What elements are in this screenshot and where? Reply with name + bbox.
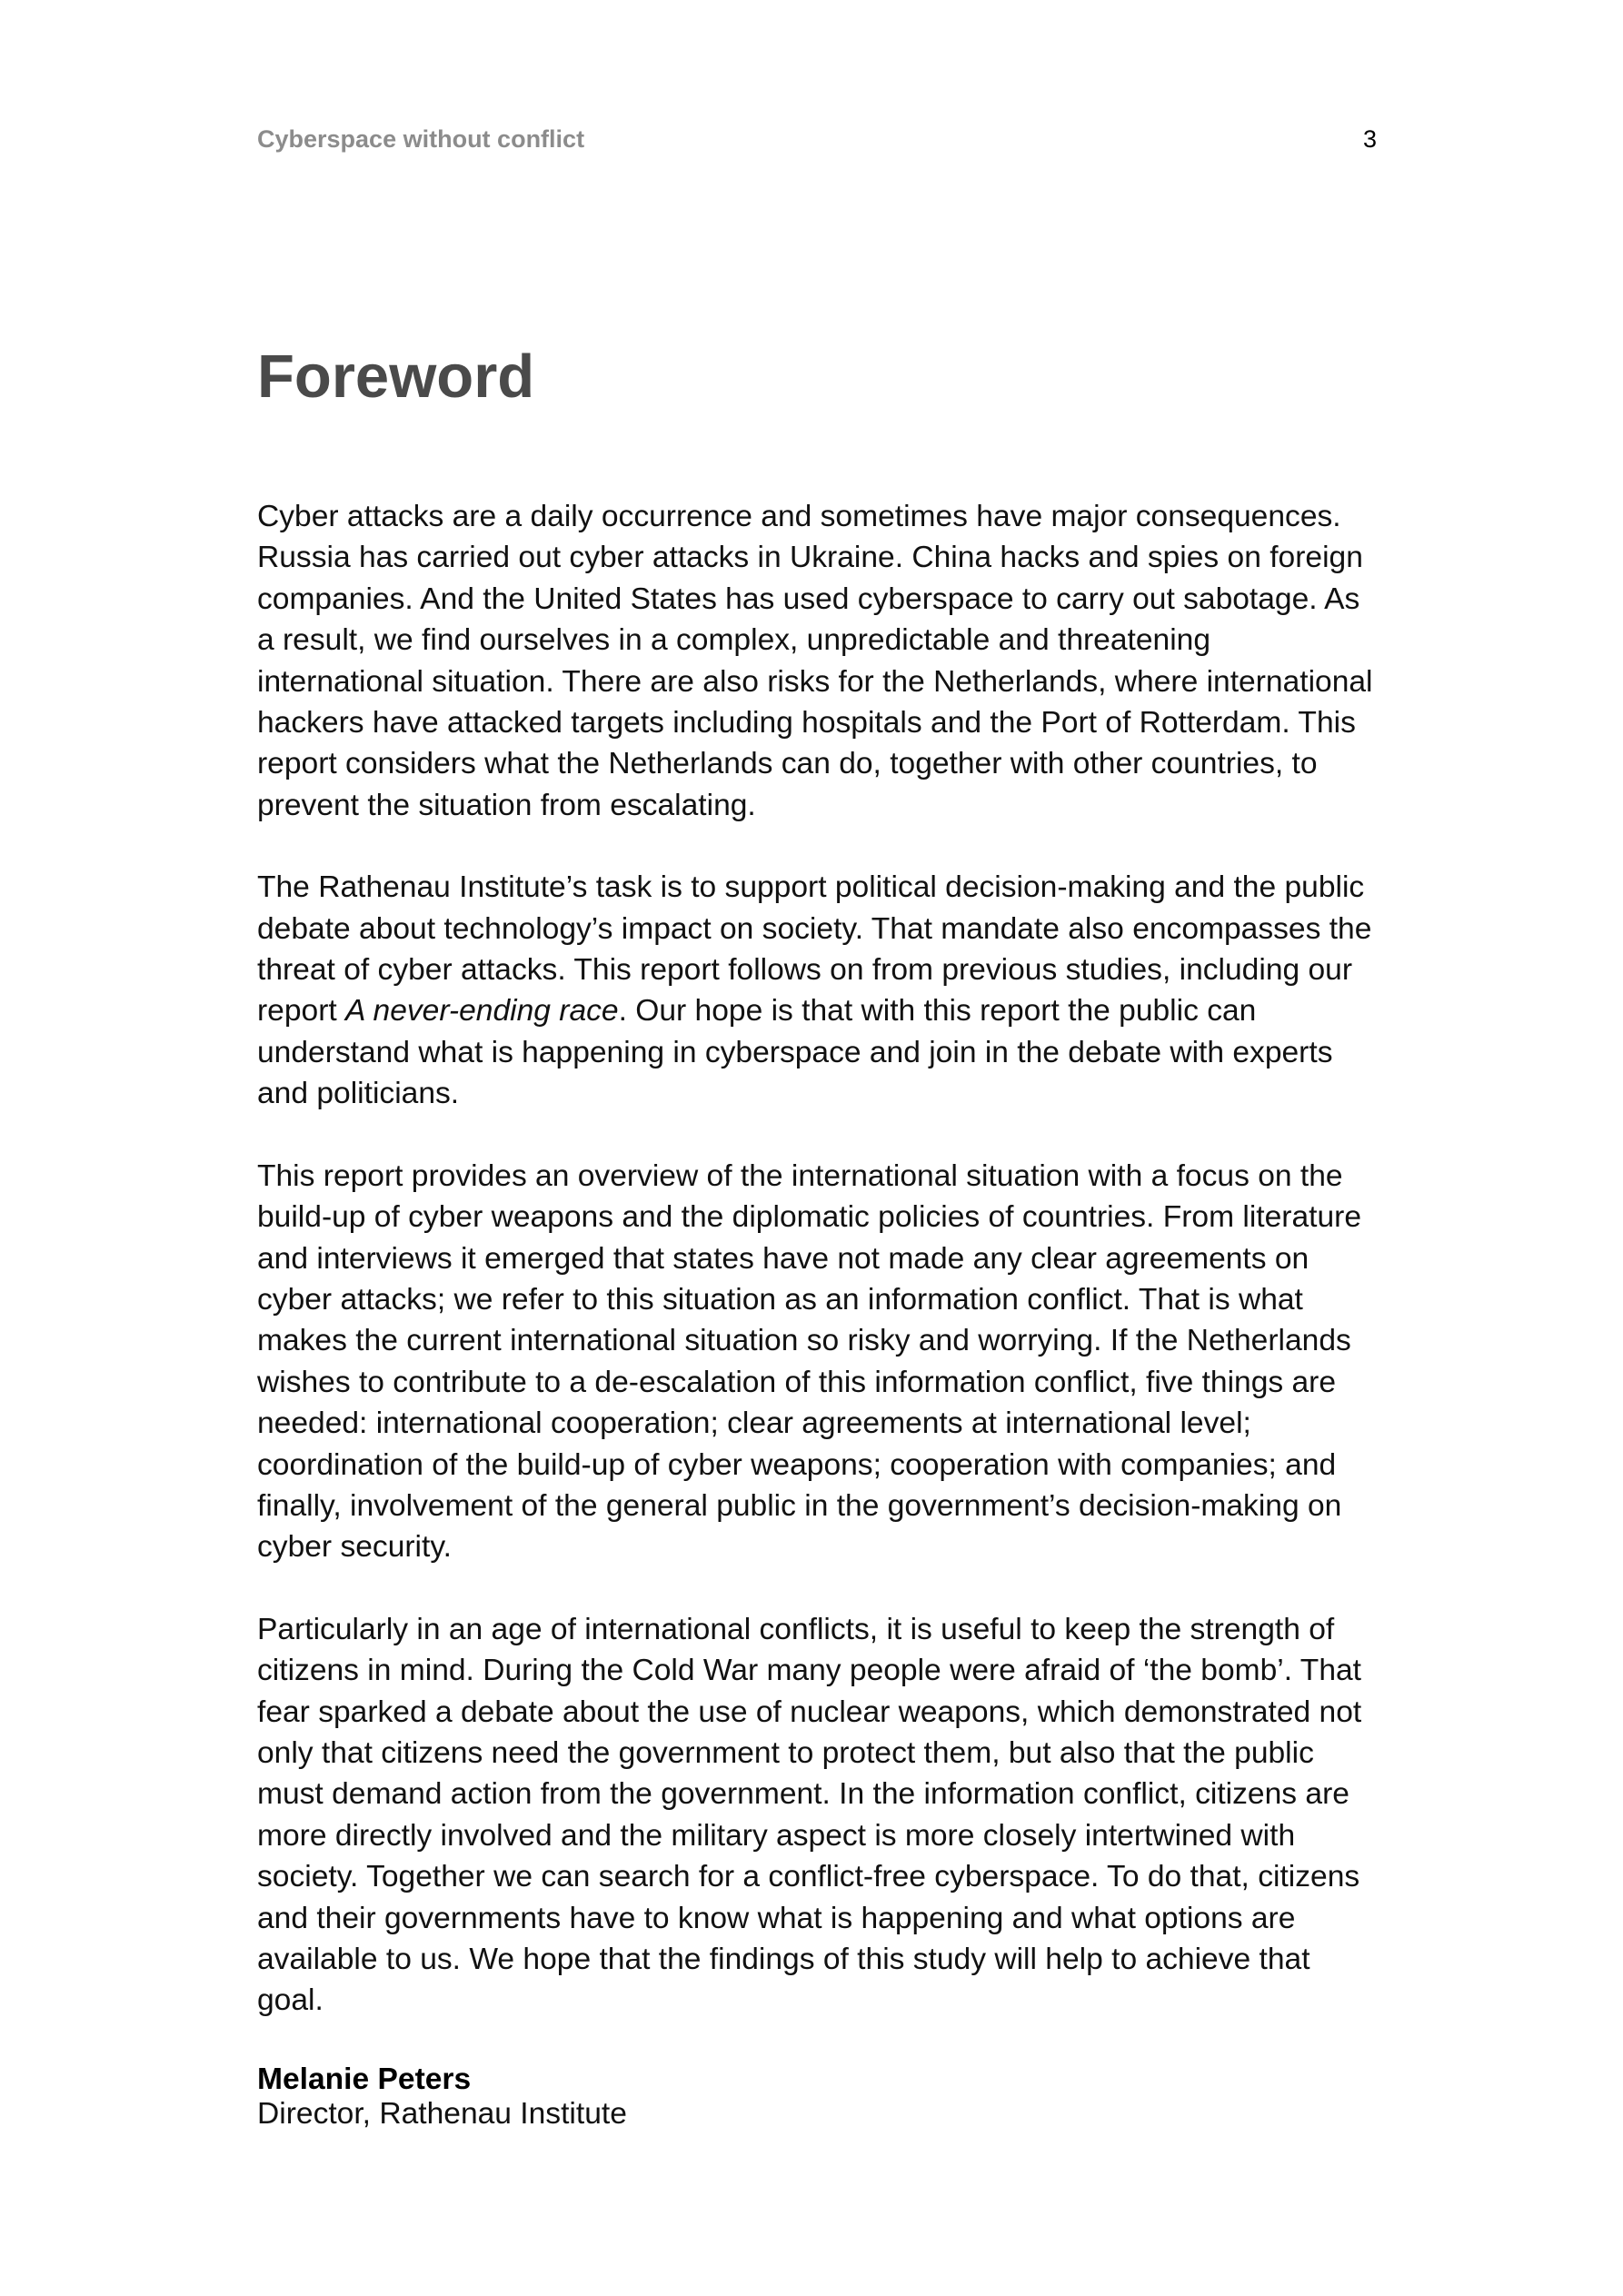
paragraph-2-text-before: The Rathenau Institute’s task is to support political decision-making and the public debate about technology’s impact on society. That mandate also encompasses the threat of cyber attacks. This report follows on from previous studies, including our report [257,870,1372,1029]
paragraph-3: This report provides an overview of the international situation with a focus on the build-up of cyber weapons and the diplomatic policies of countries. From literature and interviews it emerged that states have not made any clear agreements on cyber attacks; we refer to this situation as an information conflict. That is what makes the current international situation so risky and worrying. If the Netherlands wishes to contribute to a de-escalation of this information conflict, five things are needed: international cooperation; clear agreements at international level; coordination of the build-up of cyber weapons; cooperation with companies; and finally, involvement of the general public in the government’s decision-making on cyber security. [257,1158,1362,1565]
signature-name: Melanie Peters [257,2062,472,2096]
foreword-body [257,496,1384,2132]
report-title-italic: A never-ending race [345,994,619,1029]
paragraph-1: Cyber attacks are a daily occurrence and sometimes have major consequences. Russia has carried out cyber attacks in Ukraine. China hacks and spies on foreign companies. And the United States has used cyberspace to carry out sabotage. As a result, we find ourselves in a complex, unpredictable and threatening international situation. There are also risks for the Netherlands, where international hackers have attacked targets including hospitals and the Port of Rotterdam. This report considers what the Netherlands can do, together with other countries, to prevent the situation from escalating. [257,500,1373,822]
paragraph-2 [257,867,1384,1114]
running-header-title: Cyberspace without conflict [257,125,585,153]
page-number: 3 [1362,125,1377,153]
signature-block [257,2062,1384,2132]
signature-role: Director, Rathenau Institute [257,2096,627,2131]
chapter-title: Foreword [257,343,535,411]
running-header [257,124,1377,154]
paragraph-2-text-after: . Our hope is that with this report the public can understand what is happening in cyberspace and join in the debate with experts and politicians. [257,994,1333,1111]
paragraph-4: Particularly in an age of international conflicts, it is useful to keep the strength of citizens in mind. During the Cold War many people were afraid of ‘the bomb’. That fear sparked a debate about the use of nuclear weapons, which demonstrated not only that citizens need the government to protect them, but also that the public must demand action from the government. In the information conflict, citizens are more directly involved and the military aspect is more closely intertwined with society. Together we can search for a conflict-free cyberspace. To do that, citizens and their governments have to know what is happening and what options are available to us. We hope that the findings of this study will help to achieve that goal. [257,1612,1362,2018]
